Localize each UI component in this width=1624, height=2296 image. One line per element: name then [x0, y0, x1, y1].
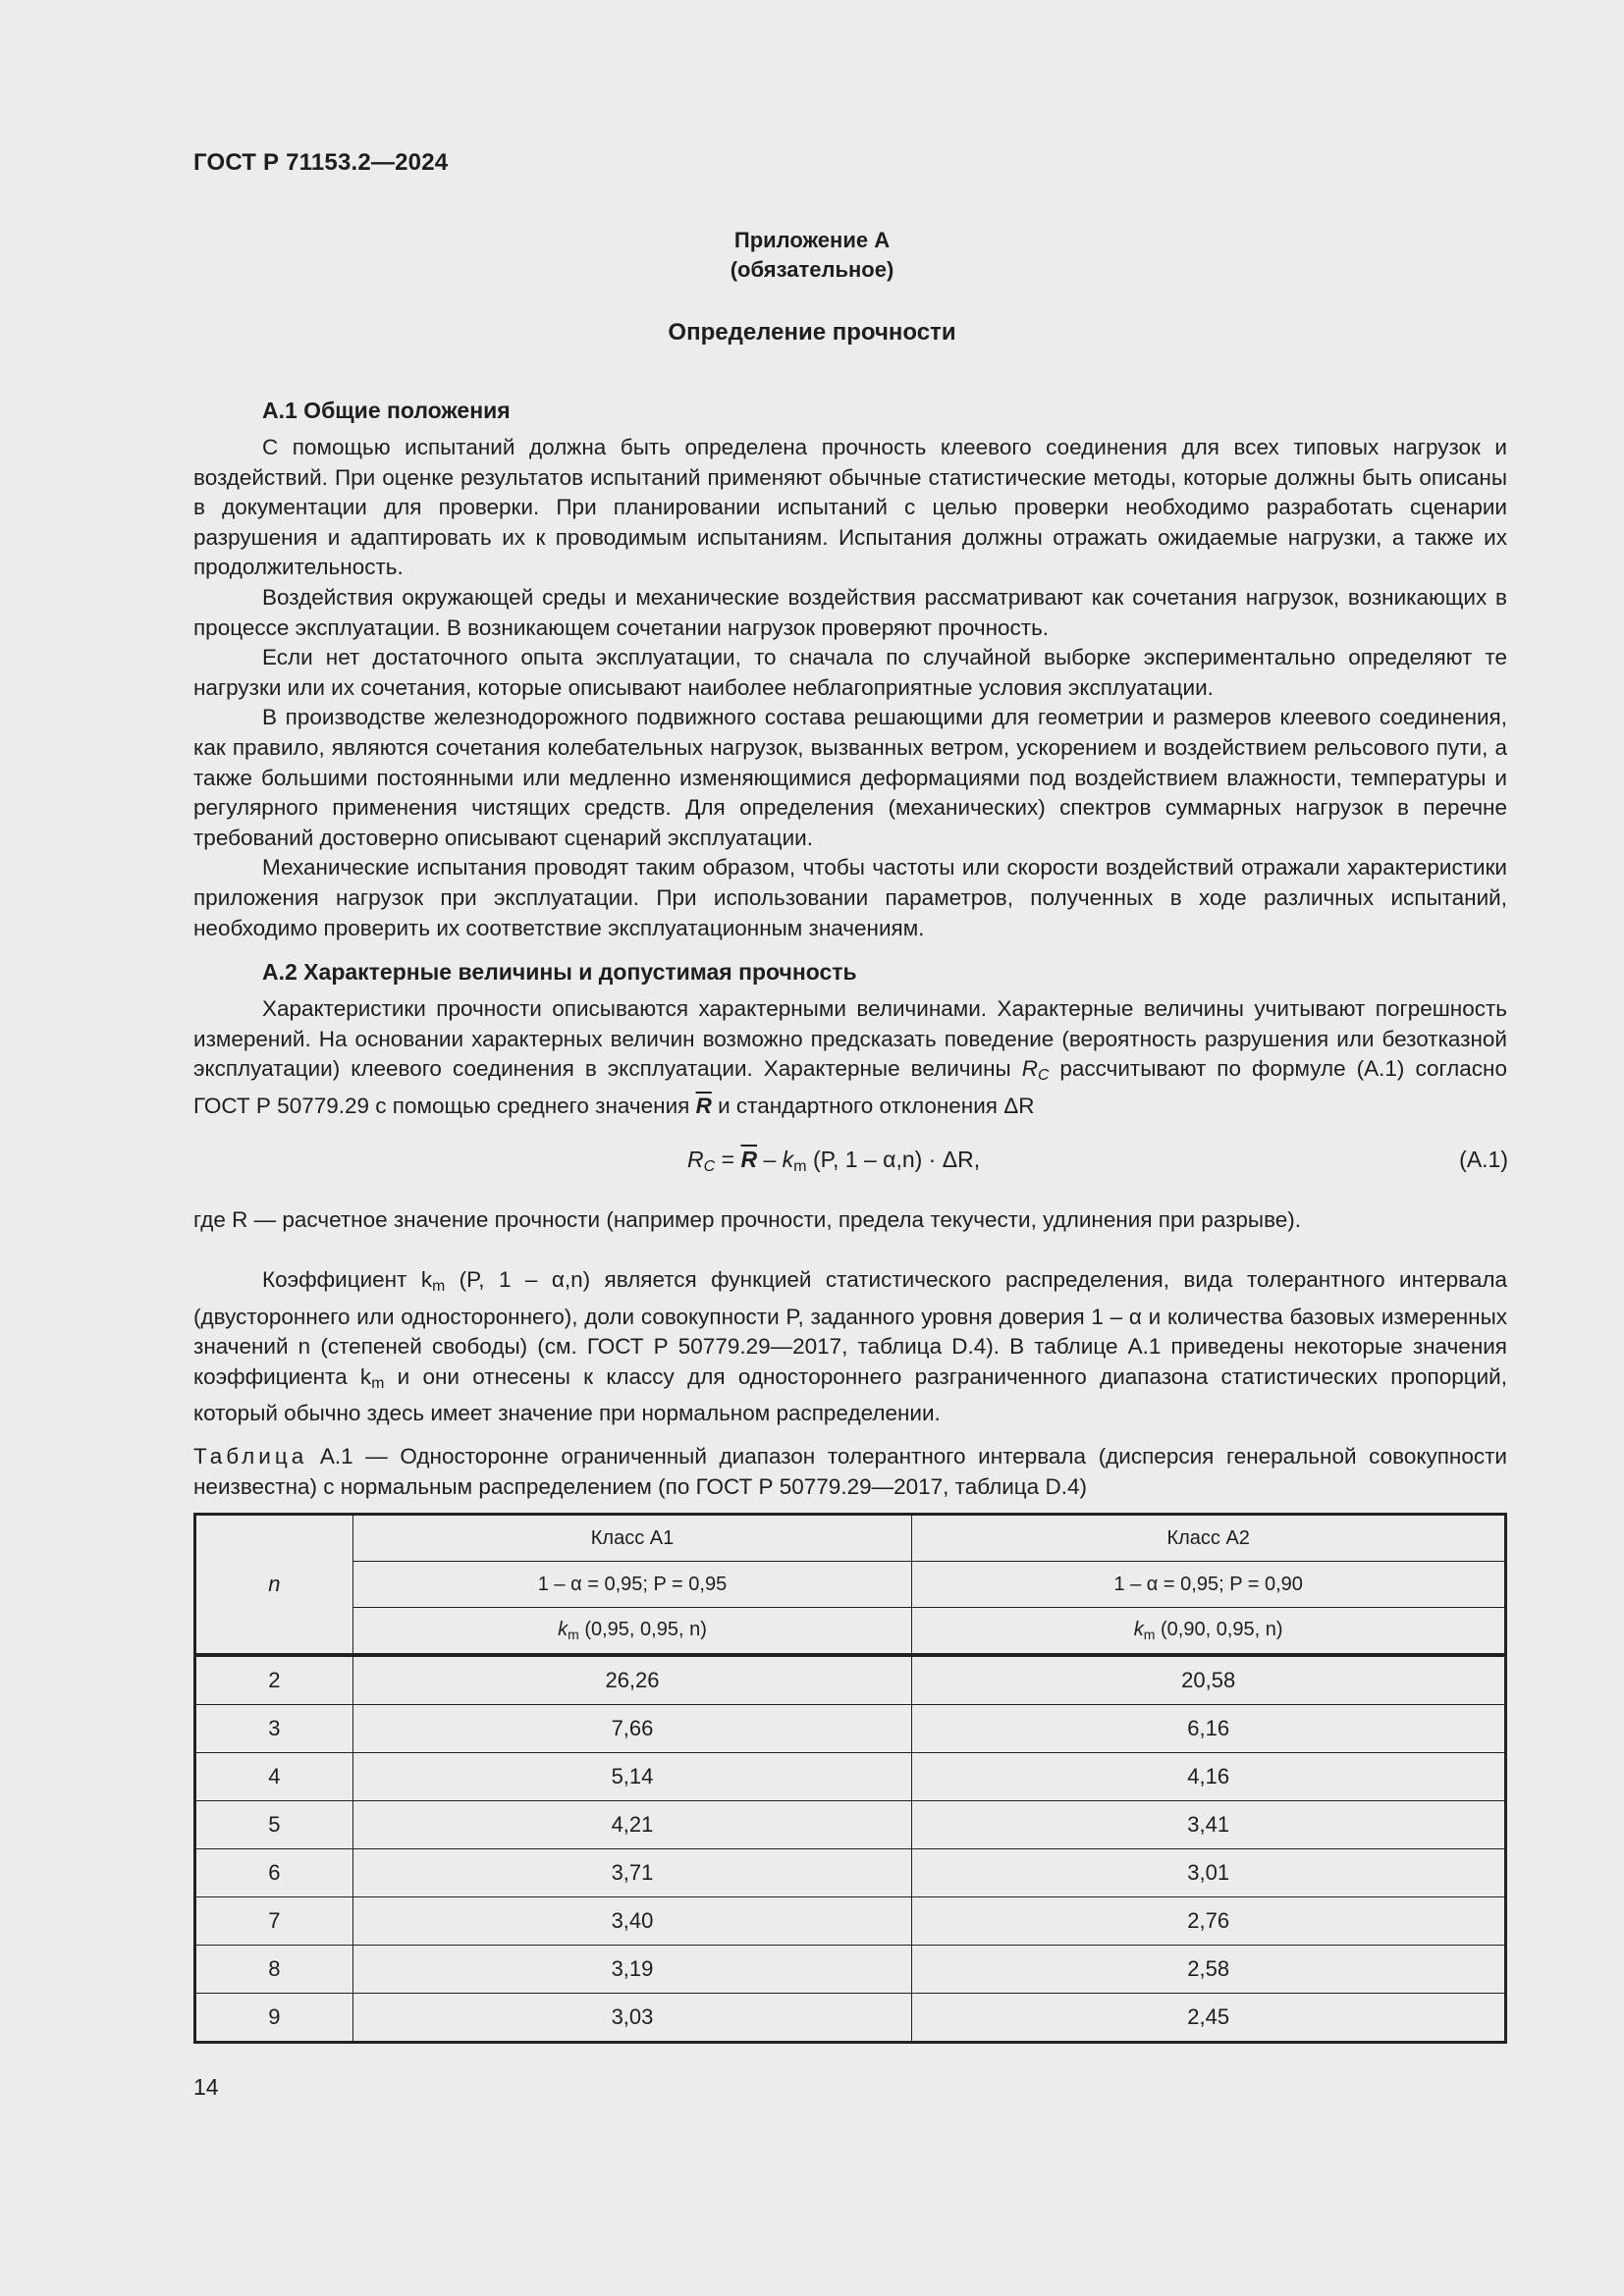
table-caption-text: А.1 — Односторонне ограниченный диапазон толерантного интервала (дисперсия генеральной совокупности неизвестна) с нормальным распределением (по ГОСТ Р 50779.29—2017, таблица D.4) — [193, 1444, 1507, 1499]
paragraph: В производстве железнодорожного подвижного состава решающими для геометрии и размеров клеевого соединения, как правило, являются сочетания колебательных нагрузок, вызванных ветром, ускорением и воздействием рельсового пути, а также большими постоянными или медленно изменяющимися деформациями под воздействием влажности, температуры и регулярного применения чистящих средств. Для определения (механических) спектров суммарных нагрузок в перечне требований достоверно описывают сценарий эксплуатации. — [193, 705, 1507, 850]
appendix-kind: (обязательное) — [730, 257, 894, 282]
table-row — [195, 1994, 1506, 2043]
cell-n: 2 — [195, 1655, 353, 1705]
cell-n: 8 — [195, 1946, 353, 1994]
table-row — [195, 1705, 1506, 1753]
tolerance-table — [193, 1513, 1507, 2044]
appendix-title: Приложение А — [733, 228, 891, 252]
cell-a1: 3,40 — [352, 1897, 912, 1946]
paragraph: Воздействия окружающей среды и механические воздействия рассматривают как сочетания нагрузок, возникающих в процессе эксплуатации. В возникающем сочетании нагрузок проверяют прочность. — [193, 584, 1507, 640]
appendix-heading: Определение прочности — [668, 319, 956, 346]
cell-a1: 3,19 — [352, 1946, 912, 1994]
formula-number: (А.1) — [1459, 1147, 1508, 1172]
table-row — [195, 1849, 1506, 1897]
where-explanation: где R — расчетное значение прочности (например прочности, предела текучести, удлинения при разрыве). — [193, 1207, 1302, 1232]
r-bar-symbol: $\overline{R}$ — [695, 1093, 712, 1118]
paragraph: Если нет достаточного опыта эксплуатации, то сначала по случайной выборке экспериментально определяют те нагрузки или их сочетания, которые описывают наиболее неблагоприятные условия эксплуатации. — [193, 645, 1507, 700]
cell-n: 3 — [195, 1705, 353, 1753]
cell-n: 9 — [195, 1994, 353, 2043]
formula-expression: $R_C = \overline{R} - k_m$ (P, 1 – α,n) · ΔR, — [687, 1147, 981, 1175]
cell-n: 7 — [195, 1897, 353, 1946]
cell-a1: 3,03 — [352, 1994, 912, 2043]
table-row — [195, 1946, 1506, 1994]
header-k-a2: $k_m$ (0,90, 0,95, n) — [912, 1608, 1506, 1656]
cell-a2: 3,01 — [912, 1849, 1506, 1897]
section-1-title: А.1 Общие положения — [262, 398, 511, 423]
header-n: n — [195, 1515, 353, 1656]
table-row — [195, 1897, 1506, 1946]
paragraph: С помощью испытаний должна быть определена прочность клеевого соединения для всех типовых нагрузок и воздействий. При оценке результатов испытаний применяют обычные статистические методы, которые должны быть описаны в документации для проверки. При планировании испытаний с целью проверки необходимо разработать сценарии разрушения и адаптировать их к проводимым испытаниям. Испытания должны отражать ожидаемые нагрузки, а также их продолжительность. — [193, 435, 1507, 580]
header-k-a1: $k_m$ (0,95, 0,95, n) — [352, 1608, 912, 1656]
section-1-body — [193, 433, 1507, 943]
cell-a1: 4,21 — [352, 1801, 912, 1849]
header-condition-a2: 1 – α = 0,95; P = 0,90 — [912, 1562, 1506, 1608]
cell-a2: 2,76 — [912, 1897, 1506, 1946]
cell-a1: 7,66 — [352, 1705, 912, 1753]
section-2-paragraph-1: Характеристики прочности описываются характерными величинами. Характерные величины учитывают погрешность измерений. На основании характерных величин возможно предсказать поведение (вероятность разрушения или безотказной эксплуатации) клеевого соединения в эксплуатации. Характерные величины $R_C$ рассчитывают по формуле (А.1) согласно ГОСТ Р 50779.29 с помощью среднего значения $\overline{R}$ и стандартного отклонения ΔR — [193, 996, 1508, 1118]
table-row — [195, 1753, 1506, 1801]
table-caption-label: Таблица — [193, 1444, 308, 1468]
page-number: 14 — [193, 2074, 219, 2100]
cell-n: 4 — [195, 1753, 353, 1801]
cell-a2: 4,16 — [912, 1753, 1506, 1801]
section-2-title: А.2 Характерные величины и допустимая прочность — [262, 959, 857, 985]
cell-a2: 6,16 — [912, 1705, 1506, 1753]
cell-a2: 2,58 — [912, 1946, 1506, 1994]
cell-a2: 3,41 — [912, 1801, 1506, 1849]
header-condition-a1: 1 – α = 0,95; P = 0,95 — [352, 1562, 912, 1608]
cell-a1: 3,71 — [352, 1849, 912, 1897]
header-class-a1: Класс А1 — [352, 1515, 912, 1562]
cell-a1: 26,26 — [352, 1655, 912, 1705]
table-caption — [193, 1442, 1507, 1502]
cell-a1: 5,14 — [352, 1753, 912, 1801]
table-row — [195, 1655, 1506, 1705]
table-row — [195, 1801, 1506, 1849]
header-class-a2: Класс А2 — [912, 1515, 1506, 1562]
section-2-paragraph-2: Коэффициент $k_m$ (P, 1 – α,n) является функцией статистического распределения, вида толерантного интервала (двустороннего или одностороннего), доли совокупности P, заданного уровня доверия 1 – α и количества базовых измеренных значений n (степеней свободы) (см. ГОСТ Р 50779.29—2017, таблица D.4). В таблице А.1 приведены некоторые значения коэффициента $k_m$ и они отнесены к классу для одностороннего разграниченного диапазона статистических пропорций, который обычно здесь имеет значение при нормальном распределении. — [193, 1267, 1507, 1426]
cell-n: 6 — [195, 1849, 353, 1897]
formula-a1 — [0, 1147, 1624, 1180]
document-code-header: ГОСТ Р 71153.2—2024 — [193, 149, 449, 176]
paragraph: Механические испытания проводят таким образом, чтобы частоты или скорости воздействий отражали характеристики приложения нагрузок при эксплуатации. При использовании параметров, полученных в ходе различных испытаний, необходимо проверить их соответствие эксплуатационным значениям. — [193, 855, 1507, 940]
cell-a2: 2,45 — [912, 1994, 1506, 2043]
cell-n: 5 — [195, 1801, 353, 1849]
cell-a2: 20,58 — [912, 1655, 1506, 1705]
